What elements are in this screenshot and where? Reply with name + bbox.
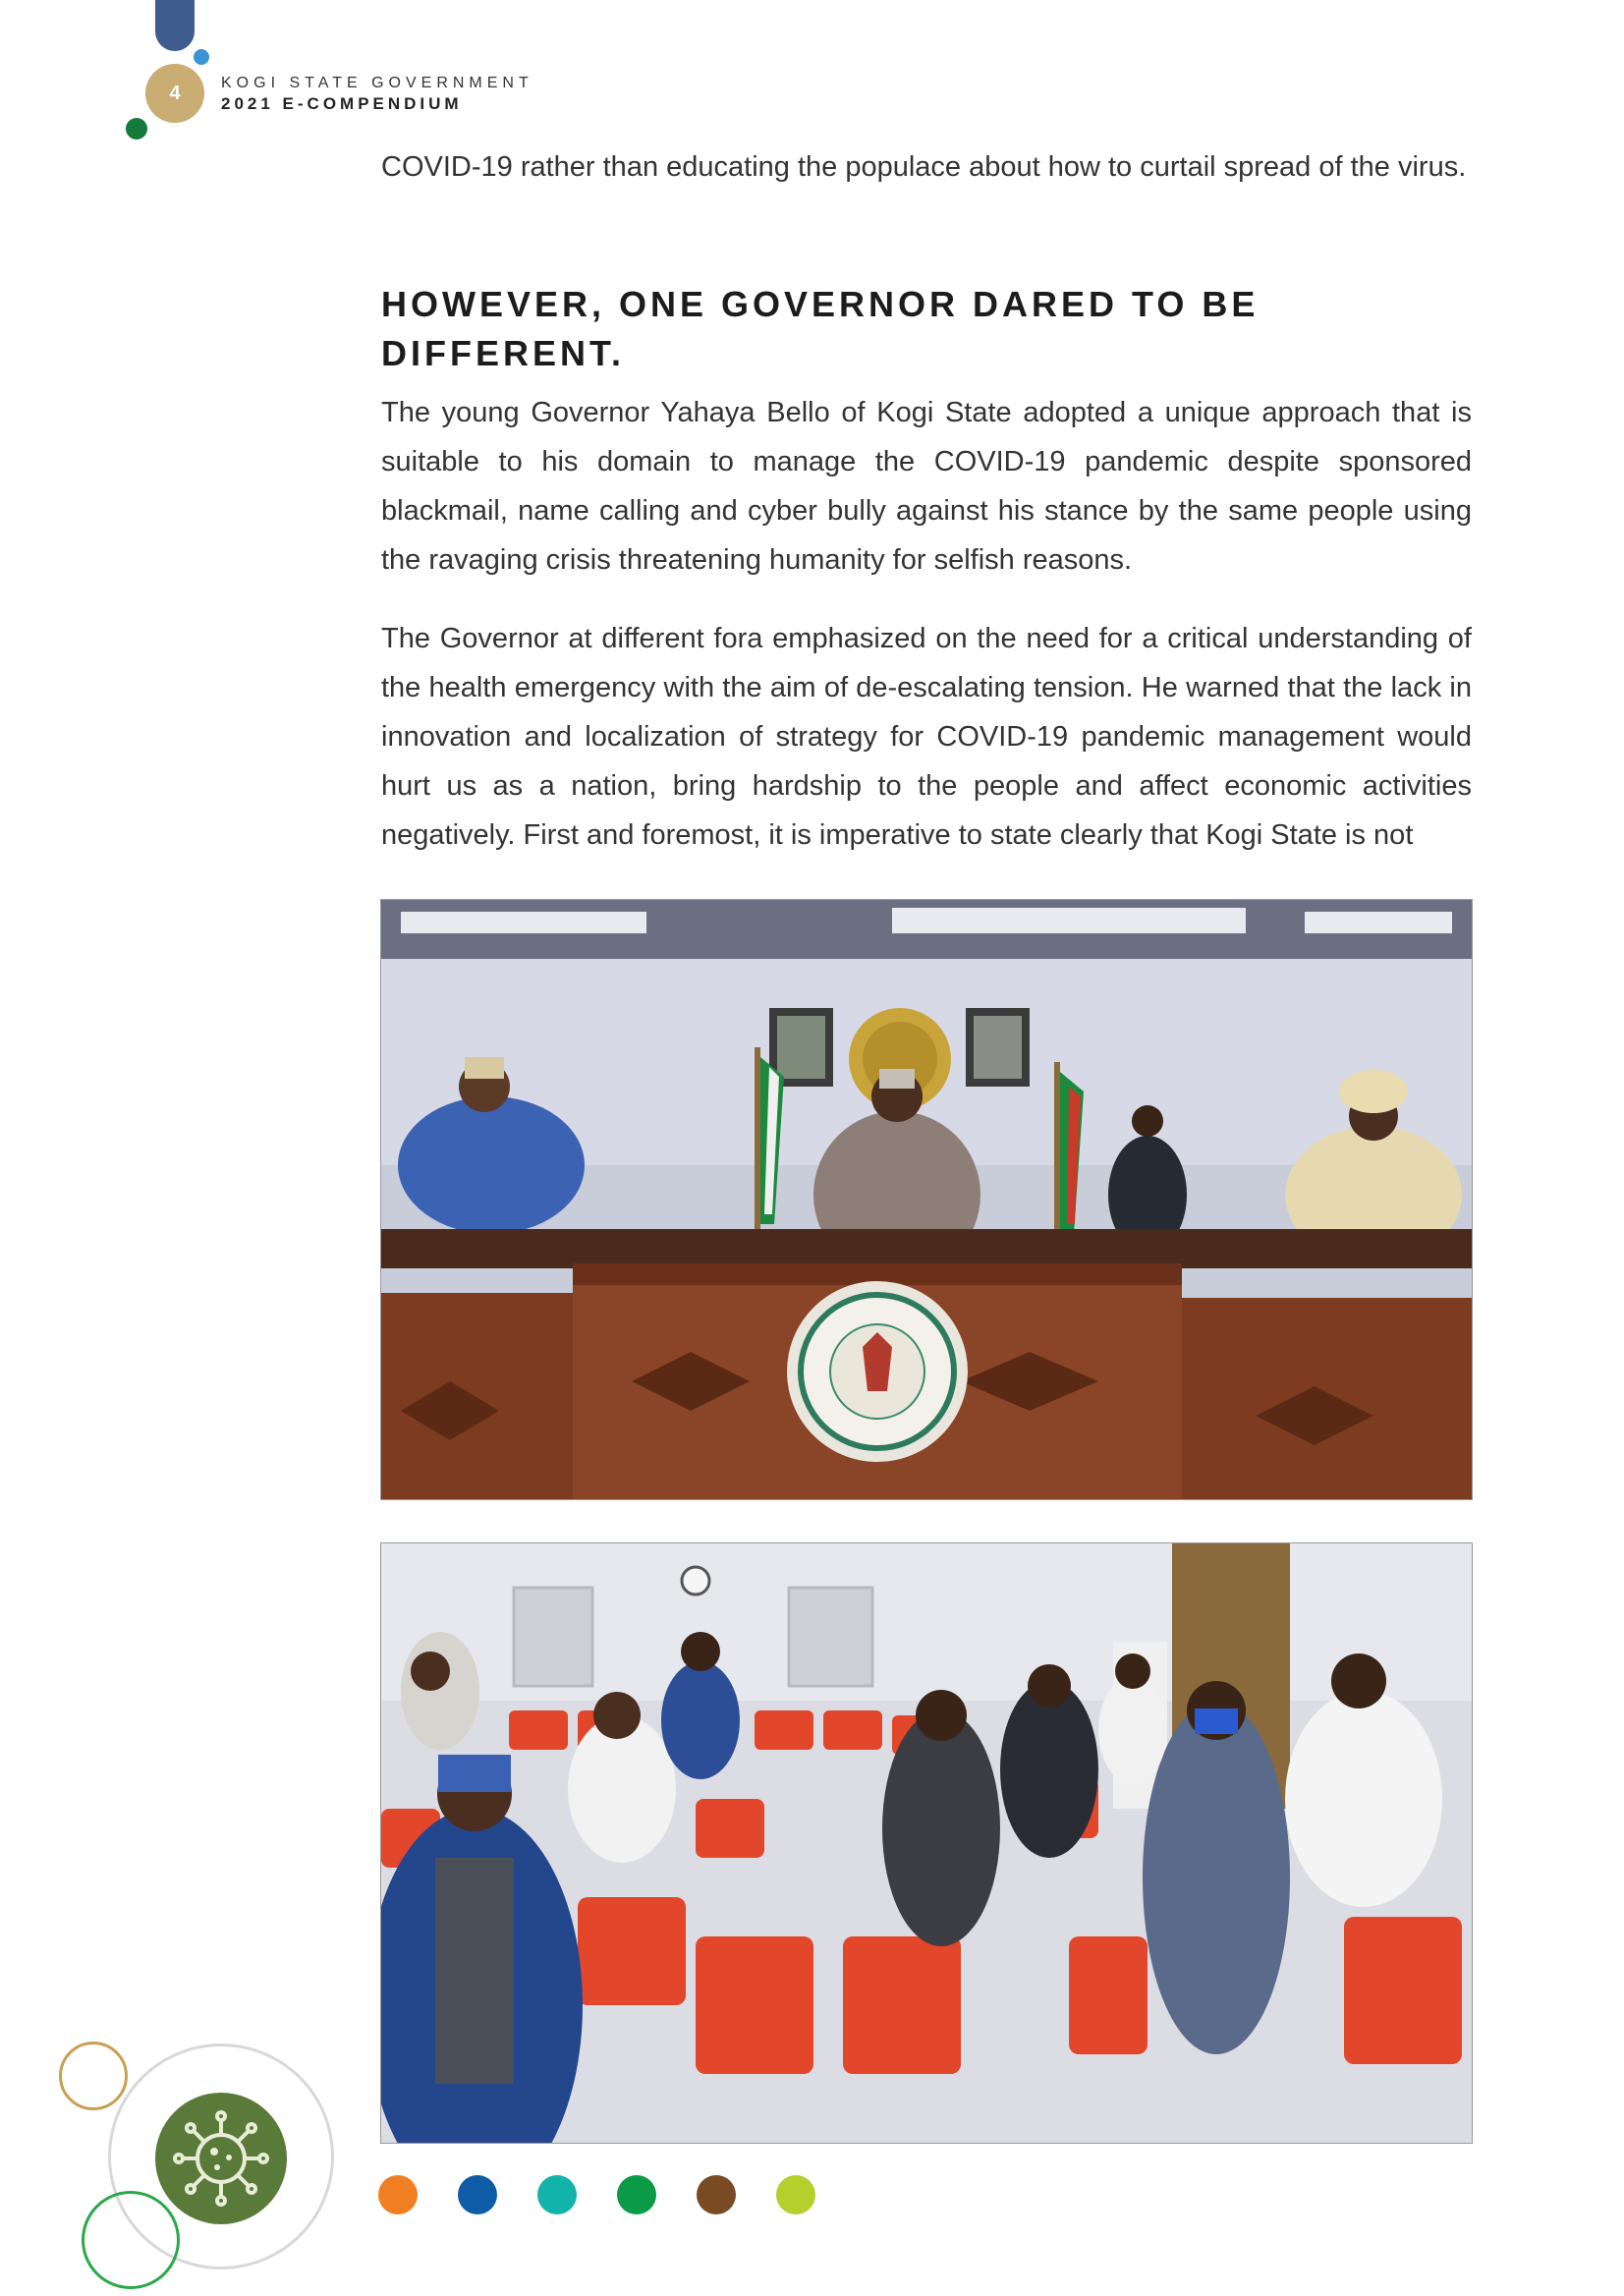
header-decor-dot-green [126, 118, 147, 140]
officials-standing-illustration [381, 1543, 1472, 2143]
paragraph-block-1 [381, 388, 1472, 585]
page-number-badge: 4 [145, 64, 204, 123]
virus-icon [155, 2093, 287, 2224]
photo-officials-standing [380, 1542, 1473, 2144]
color-dot-blue [458, 2175, 497, 2214]
paragraph-block-2 [381, 614, 1472, 860]
header-government-title: KOGI STATE GOVERNMENT [221, 75, 533, 91]
paragraph-2: The Governor at different fora emphasized on the need for a critical understanding of the health emergency with the aim of de-escalating tension. He warned that the lack in innovation and localization of strategy for COVID-19 pandemic management would hurt us as a nation, bring hardship to the people and affect economic activities negatively. First and foremost, it is imperative to state clearly that Kogi State is not [381, 623, 1472, 851]
color-dot-lime [776, 2175, 815, 2214]
council-chamber-illustration [381, 900, 1472, 1499]
color-dots-row [378, 2175, 815, 2214]
color-dot-green [617, 2175, 656, 2214]
section-heading-block [381, 280, 1364, 378]
color-dot-orange [378, 2175, 418, 2214]
header-compendium-title: 2021 E-COMPENDIUM [221, 94, 463, 113]
color-dot-brown [697, 2175, 736, 2214]
color-dot-teal [537, 2175, 577, 2214]
header-decor-dot-blue [194, 49, 209, 65]
header-decor-bar [155, 0, 195, 51]
section-heading: HOWEVER, ONE GOVERNOR DARED TO BE DIFFERENT. [381, 284, 1260, 373]
paragraph-1: The young Governor Yahaya Bello of Kogi State adopted a unique approach that is suitable to his domain to manage the COVID-19 pandemic despite sponsored blackmail, name calling and cyber bully against his stance by the same people using the ravaging crisis threatening humanity for selfish reasons. [381, 397, 1472, 576]
text-block-top [381, 142, 1472, 192]
photo-council-chamber [380, 899, 1473, 1500]
footer-ring-gold [59, 2042, 128, 2110]
intro-paragraph: COVID-19 rather than educating the populace about how to curtail spread of the virus. [381, 151, 1467, 183]
